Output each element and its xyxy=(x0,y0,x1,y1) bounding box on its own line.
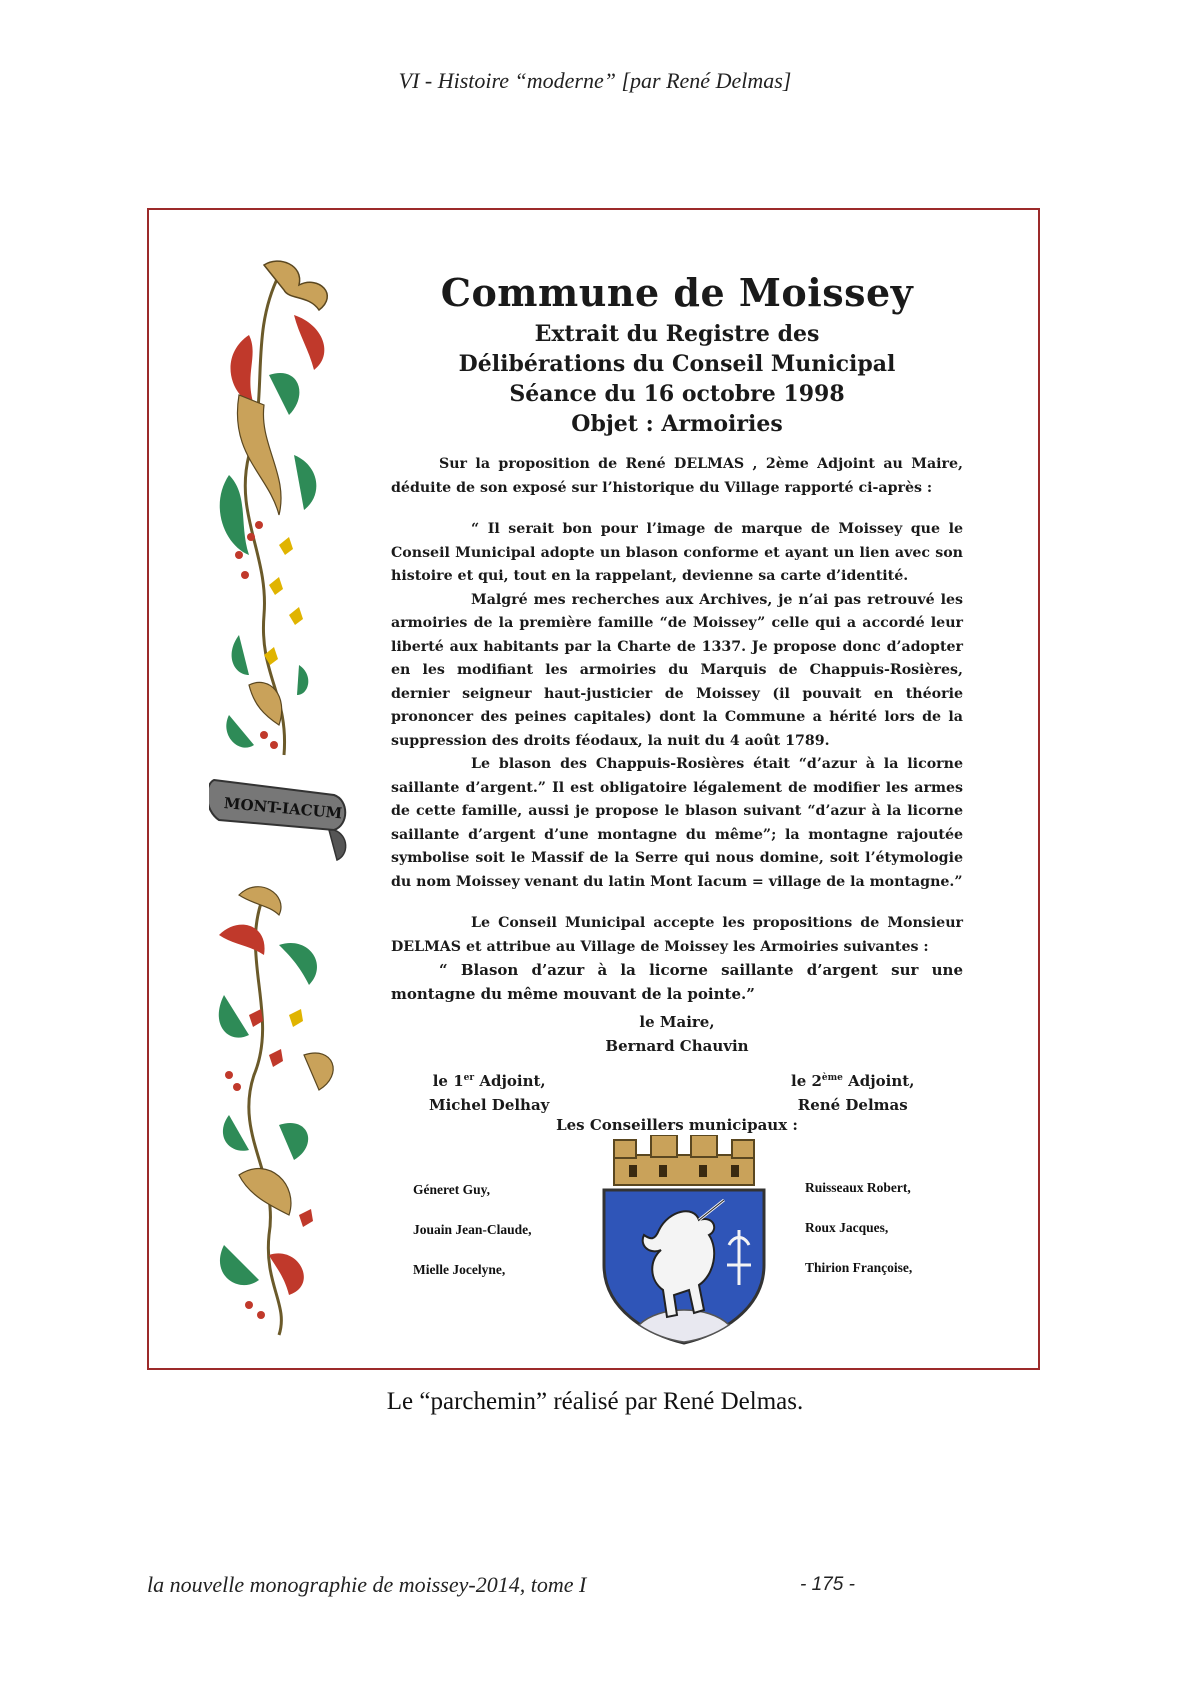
councillors-left xyxy=(413,1170,532,1290)
maire-signature xyxy=(391,1010,963,1058)
document-subtitle xyxy=(391,319,963,439)
subtitle-line: Délibérations du Conseil Municipal xyxy=(458,351,896,377)
page-number: - 175 - xyxy=(800,1574,855,1595)
adjoints-signatures xyxy=(391,1066,963,1116)
paragraph: Sur la proposition de René DELMAS , 2ème Adjoint au Maire, déduite de son exposé sur l’historique du Village rapporté ci-après : xyxy=(391,456,963,496)
document-title: Commune de Moissey xyxy=(440,270,914,315)
councillors-right xyxy=(805,1168,912,1288)
parchment-frame xyxy=(147,208,1040,1370)
paragraph: Le blason des Chappuis-Rosières était “d’azur à la licorne saillante d’argent.” Il est obligatoire légalement de modifier les armes de cette famille, aussi je propose le blason suivant “d’azur à la licorne saillante d’argent d’une montagne du même”; la montagne rajoutée symbolise soit le Massif de la Serre qui nous domine, soit l’étymologie du nom Moissey venant du latin Mont Iacum = village de la montagne.” xyxy=(391,756,963,890)
councillor: Jouain Jean-Claude, xyxy=(413,1222,532,1237)
councillor: Thirion Françoise, xyxy=(805,1260,913,1275)
figure-caption: Le “parchemin” réalisé par René Delmas. xyxy=(386,1388,804,1415)
councillor: Roux Jacques, xyxy=(805,1220,889,1235)
paragraph: Malgré mes recherches aux Archives, je n’ai pas retrouvé les armoiries de la première famille “de Moissey” celle qui a accordé leur liberté aux habitants par la Charte de 1337. Je propose donc d’adopter en les modifiant les armoiries du Marquis de Chappuis-Rosières, dernier seigneur haut-justicier de Moissey (il pouvait en théorie prononcer des peines capitales) dont la Commune a hérité lors de la suppression des droits féodaux, la nuit du 4 août 1789. xyxy=(391,591,963,749)
coat-of-arms-icon xyxy=(599,1135,769,1345)
footer-title: la nouvelle monographie de moissey-2014, tome I xyxy=(147,1572,587,1597)
paragraph: “ Il serait bon pour l’image de marque de Moissey que le Conseil Municipal adopte un blason conforme et ayant un lien avec son histoire et qui, tout en la rappelant, devienne sa carte d’identité. xyxy=(391,521,963,584)
councillor: Ruisseaux Robert, xyxy=(805,1180,911,1195)
running-header: VI - Histoire “moderne” [par René Delmas] xyxy=(398,68,792,93)
maire-name: Bernard Chauvin xyxy=(605,1037,749,1055)
adjoint-1-name: Michel Delhay xyxy=(429,1096,550,1114)
councillor: Géneret Guy, xyxy=(413,1182,490,1197)
subtitle-line: Objet : Armoiries xyxy=(571,411,783,437)
maire-title: le Maire, xyxy=(639,1013,715,1031)
subtitle-line: Extrait du Registre des xyxy=(534,321,820,347)
deliberation-document xyxy=(391,270,963,1134)
blazon-text: “ Blason d’azur à la licorne saillante d’argent sur une montagne du même mouvant de la pointe.” xyxy=(391,961,963,1003)
banner-text: MONT-IACUM xyxy=(223,794,343,823)
subtitle-line: Séance du 16 octobre 1998 xyxy=(509,381,845,407)
adjoint-1: le 1er Adjoint, Michel Delhay xyxy=(429,1066,549,1117)
paragraph: Le Conseil Municipal accepte les propositions de Monsieur DELMAS et attribue au Village de Moissey les Armoiries suivantes : xyxy=(391,915,963,955)
adjoint-2-name: René Delmas xyxy=(797,1096,908,1114)
councillor: Mielle Jocelyne, xyxy=(413,1262,506,1277)
adjoint-2: le 2ème Adjoint, René Delmas xyxy=(791,1066,914,1117)
floral-illumination-icon xyxy=(209,255,359,1340)
document-body xyxy=(391,453,963,1006)
conseillers-title: Les Conseillers municipaux : xyxy=(556,1116,798,1134)
